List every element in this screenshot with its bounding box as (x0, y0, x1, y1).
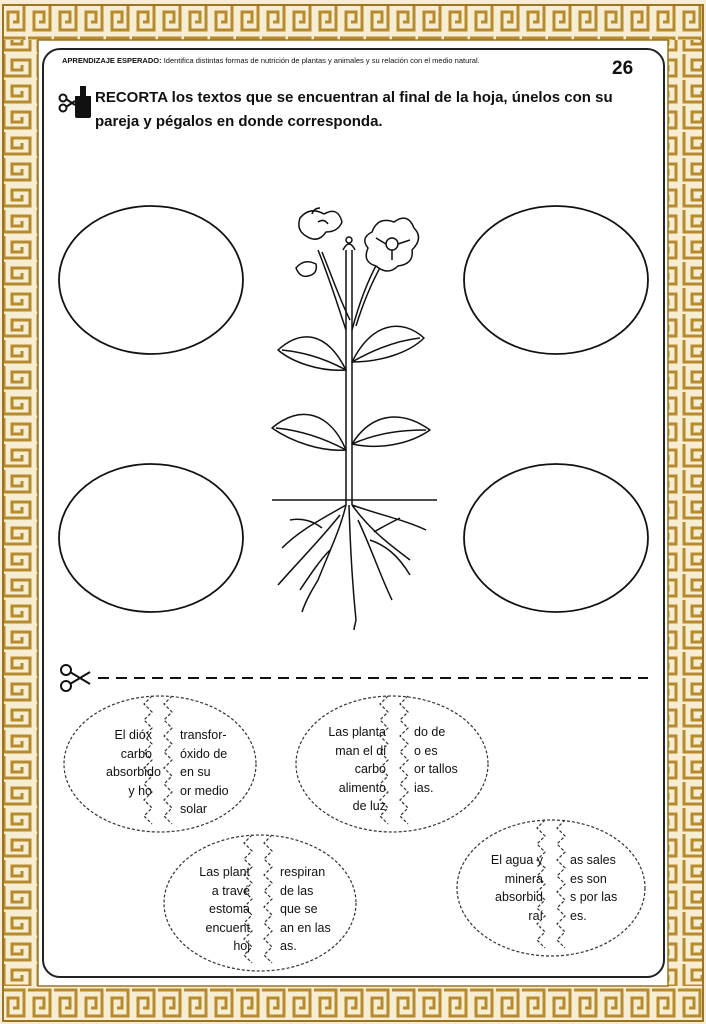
piece-1-left-text (106, 726, 161, 800)
answer-oval[interactable] (59, 464, 243, 612)
piece-3-left-text (182, 863, 250, 956)
text-line: a travé (211, 883, 250, 898)
text-line: ias. (414, 780, 434, 795)
plant-illustration (272, 208, 437, 630)
text-line: Las planta (328, 725, 386, 739)
text-line: raí (528, 908, 543, 923)
text-line: El agua y (490, 853, 543, 867)
text-line: as sales (570, 853, 616, 867)
text-line: solar (180, 802, 208, 816)
scissors-icon (61, 665, 90, 691)
piece-4-right-text (570, 851, 617, 925)
piece-2-left-text (312, 723, 386, 816)
text-line: carbo (354, 762, 386, 776)
piece-3-right-text (280, 863, 331, 956)
text-line: carbo (120, 746, 152, 761)
piece-1-right-text (180, 726, 229, 819)
answer-oval[interactable] (464, 206, 648, 354)
instruction-lead: RECORTA (95, 89, 168, 106)
text-line: de luz (352, 799, 386, 813)
text-line: El dióx (114, 728, 152, 742)
text-line: absorbido (106, 765, 161, 779)
text-line: respiran (280, 865, 326, 879)
text-line: s por las (570, 890, 618, 904)
page-number: 26 (612, 58, 634, 79)
text-line: as. (280, 939, 297, 953)
text-line: o es (414, 743, 438, 758)
piece-4-left-text (478, 851, 543, 925)
text-line: transfor- (180, 728, 227, 742)
answer-oval[interactable] (59, 206, 243, 354)
text-line: hoj (233, 939, 250, 953)
text-line: de las (280, 883, 314, 898)
text-line: que se (280, 902, 318, 916)
text-line: Las plant (199, 865, 250, 879)
expected-learning-text: Identifica distintas formas de nutrición de plantas y animales y su relación con el medio natural. (163, 56, 480, 65)
text-line: es. (570, 908, 587, 923)
text-line: estoma (209, 902, 250, 916)
text-line: or tallos (414, 762, 458, 776)
text-line: minera (504, 871, 543, 886)
text-line: or medio (180, 783, 229, 798)
text-line: encuent (205, 920, 250, 935)
text-line: absorbid (495, 890, 543, 904)
text-line: man el di (335, 743, 386, 758)
text-line: en su (180, 765, 211, 779)
text-line: an en las (280, 920, 331, 935)
expected-learning-label: APRENDIZAJE ESPERADO: (62, 56, 162, 65)
text-line: do de (414, 725, 446, 739)
answer-oval[interactable] (464, 464, 648, 612)
text-line: óxido de (180, 746, 228, 761)
text-line: y ho (128, 783, 152, 798)
text-line: alimento (338, 780, 386, 795)
piece-2-right-text (414, 723, 458, 797)
instruction-text: los textos que se encuentran al final de la hoja, únelos con su pareja y pégalos en donde corresponda. (95, 89, 613, 130)
text-line: es son (570, 871, 607, 886)
